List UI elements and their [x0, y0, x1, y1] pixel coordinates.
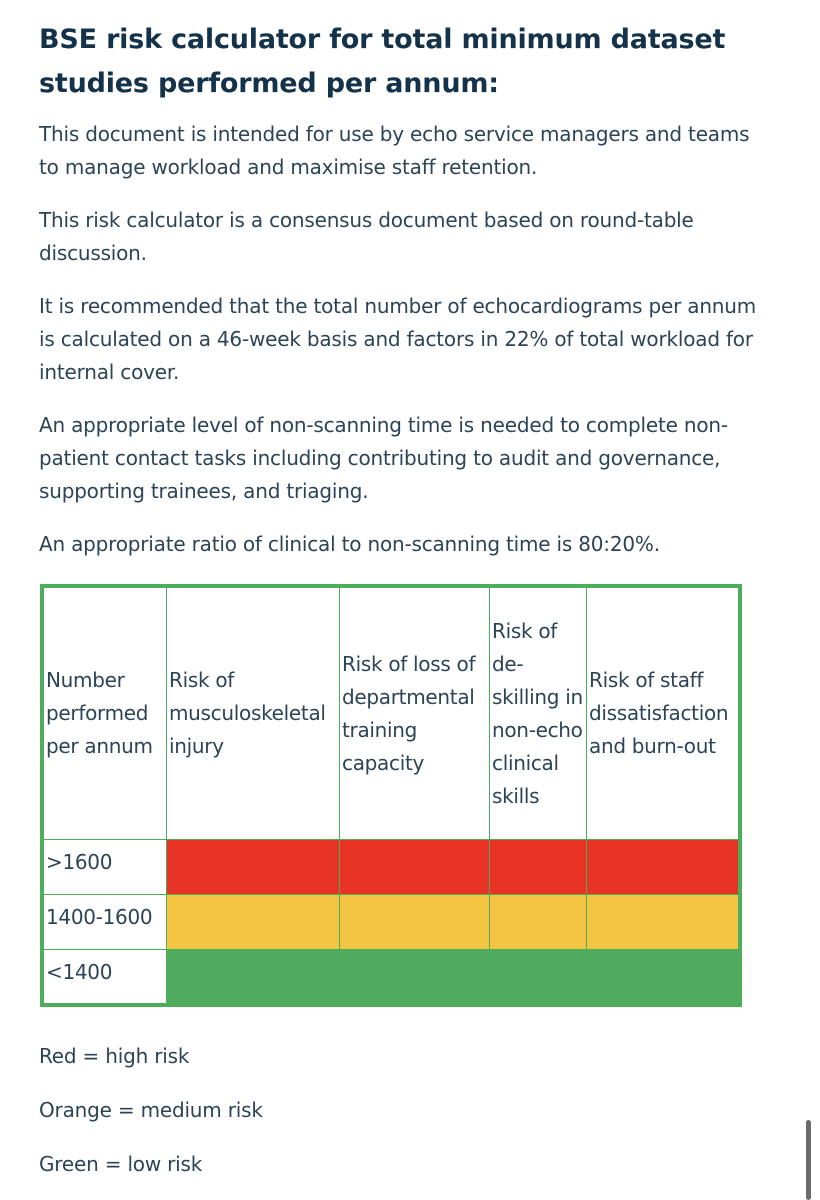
medium-risk-cell	[167, 895, 340, 950]
table-header-row	[44, 588, 739, 840]
legend-item-green: Green = low risk	[39, 1152, 203, 1176]
recommendation-paragraph: It is recommended that the total number of echocardiograms per annum is calculated on a 46-week basis and factors in 22% of total workload for internal cover.	[39, 294, 757, 384]
table-row-high-risk	[44, 840, 739, 895]
row-label: >1600	[44, 840, 167, 895]
non-scanning-time-paragraph: An appropriate level of non-scanning time is needed to complete non-patient contact tasks including contributing to audit and governance, supporting trainees, and triaging.	[39, 413, 728, 503]
medium-risk-cell	[587, 895, 739, 950]
legend-item-red: Red = high risk	[39, 1044, 190, 1068]
low-risk-cell	[587, 950, 739, 1004]
header-musculoskeletal-risk: Risk of musculoskeletal injury	[167, 588, 340, 840]
low-risk-cell	[490, 950, 587, 1004]
table-row-medium-risk	[44, 895, 739, 950]
high-risk-cell	[490, 840, 587, 895]
document-body	[39, 0, 759, 561]
medium-risk-cell	[340, 895, 490, 950]
risk-table	[40, 584, 742, 1007]
table-row-low-risk	[44, 950, 739, 1004]
page-title: BSE risk calculator for total minimum dataset studies performed per annum:	[39, 24, 726, 99]
low-risk-cell	[167, 950, 340, 1004]
header-number-performed: Number performed per annum	[44, 588, 167, 840]
risk-legend	[39, 1040, 759, 1181]
high-risk-cell	[587, 840, 739, 895]
intro-paragraph: This document is intended for use by echo service managers and teams to manage workload and maximise staff retention.	[39, 122, 750, 179]
consensus-paragraph: This risk calculator is a consensus document based on round-table discussion.	[39, 208, 694, 265]
row-label: <1400	[44, 950, 167, 1004]
header-deskilling-risk: Risk of de-skilling in non-echo clinical skills	[490, 588, 587, 840]
legend-item-orange: Orange = medium risk	[39, 1098, 263, 1122]
header-burnout-risk: Risk of staff dissatisfaction and burn-out	[587, 588, 739, 840]
high-risk-cell	[167, 840, 340, 895]
medium-risk-cell	[490, 895, 587, 950]
header-training-capacity-risk: Risk of loss of departmental training capacity	[340, 588, 490, 840]
row-label: 1400-1600	[44, 895, 167, 950]
scrollbar[interactable]	[806, 1120, 811, 1200]
low-risk-cell	[340, 950, 490, 1004]
high-risk-cell	[340, 840, 490, 895]
ratio-paragraph: An appropriate ratio of clinical to non-scanning time is 80:20%.	[39, 532, 660, 556]
